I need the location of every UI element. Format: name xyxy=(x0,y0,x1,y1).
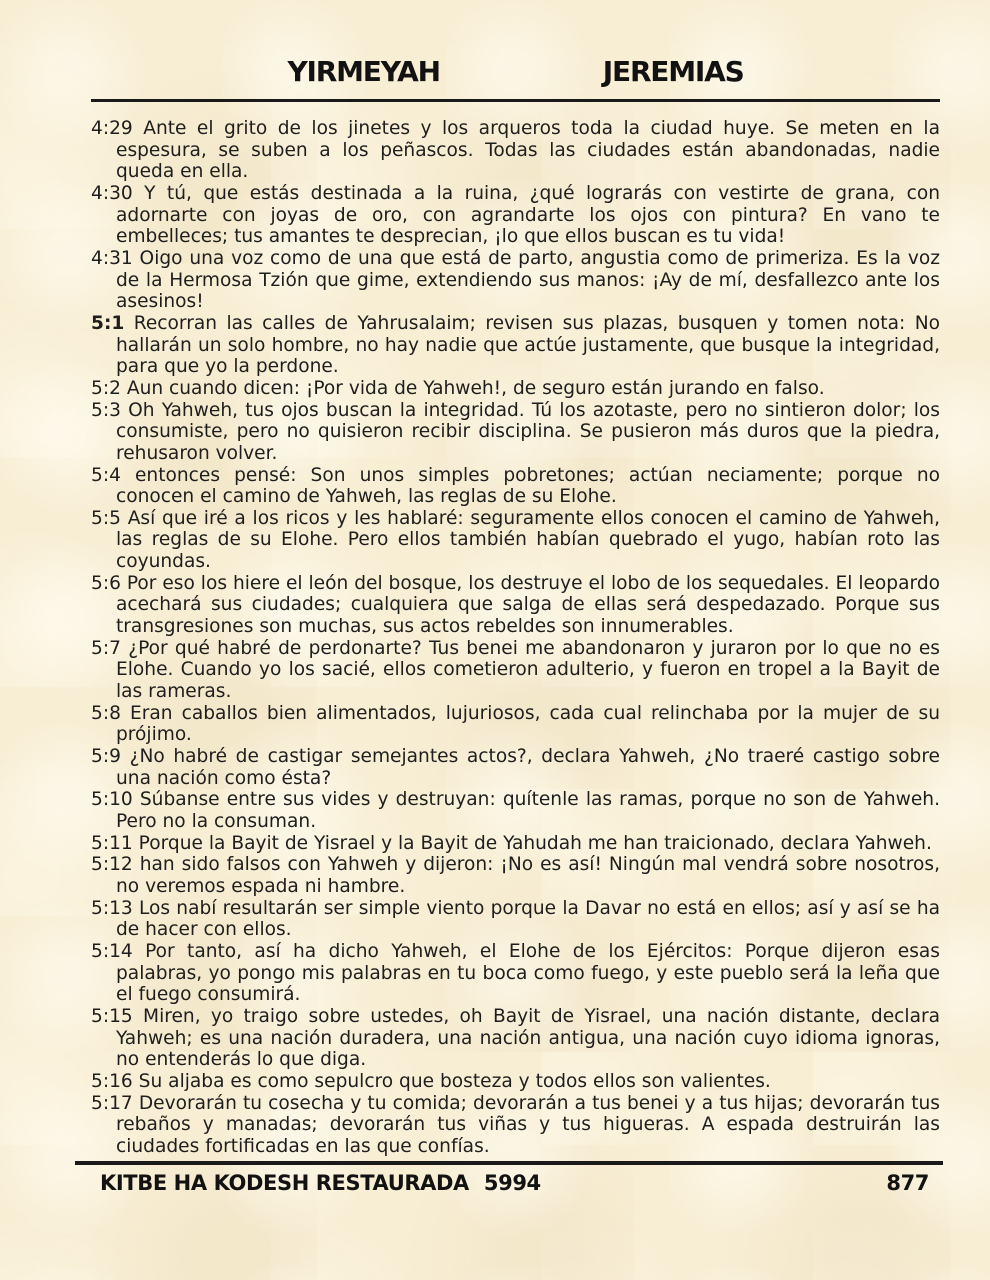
verse-paragraph xyxy=(91,118,940,183)
verse-paragraph xyxy=(91,789,940,832)
verse-text: Aun cuando dicen: ¡Por vida de Yahweh!, de seguro están jurando en falso. xyxy=(120,377,825,399)
verse-text: Devorarán tu cosecha y tu comida; devorarán a tus benei y a tus hijas; devorarán tus rebaños y manadas; devorarán tus viñas y tus higueras. A espada destruirán las ciudades fortificadas en las que confías. xyxy=(116,1092,940,1157)
verse-number: 4:31 xyxy=(91,247,133,269)
verse-text: Eran caballos bien alimentados, lujuriosos, cada cual relinchaba por la mujer de su prójimo. xyxy=(116,702,940,746)
verse-text: Oh Yahweh, tus ojos buscan la integridad. Tú los azotaste, pero no sintieron dolor; los consumiste, pero no quisieron recibir disciplina. Se pusieron más duros que la piedra, rehusaron volver. xyxy=(116,399,940,464)
verse-text: Ante el grito de los jinetes y los arqueros toda la ciudad huye. Se meten en la espesura, se suben a los peñascos. Todas las ciudades están abandonadas, nadie queda en ella. xyxy=(116,118,940,183)
verse-text: Miren, yo traigo sobre ustedes, oh Bayit de Yisrael, una nación distante, declara Yahweh; es una nación duradera, una nación antigua, una nación cuyo idioma ignoras, no entenderás lo que diga. xyxy=(116,1005,940,1071)
verse-text: Su aljaba es como sepulcro que bosteza y todos ellos son valientes. xyxy=(132,1070,771,1092)
verse-text: Súbanse entre sus vides y destruyan: quítenle las ramas, porque no son de Yahweh. Pero no la consuman. xyxy=(116,789,940,832)
verse-number: 5:4 xyxy=(91,464,121,486)
page-header xyxy=(91,55,940,88)
verse-paragraph xyxy=(91,941,940,1006)
header-title-spanish: JEREMIAS xyxy=(602,55,744,88)
verse-number: 5:9 xyxy=(91,746,121,768)
verse-paragraph xyxy=(91,854,940,897)
verse-number: 5:1 xyxy=(91,312,125,334)
verse-text: Y tú, que estás destinada a la ruina, ¿qué lograrás con vestirte de grana, con adornarte con joyas de oro, con agrandarte los ojos con pintura? En vano te embelleces; tus amantes te desprecian, ¡lo que ellos buscan es tu vida! xyxy=(116,182,940,248)
verse-paragraph xyxy=(91,313,940,378)
verse-paragraph xyxy=(91,833,940,855)
header-divider xyxy=(91,99,940,102)
verse-text: han sido falsos con Yahweh y dijeron: ¡No es así! Ningún mal vendrá sobre nosotros, no veremos espada ni hambre. xyxy=(116,854,940,897)
verse-number: 5:15 xyxy=(91,1005,133,1027)
verse-text: ¿Por qué habré de perdonarte? Tus benei me abandonaron y juraron por lo que no es Elohe. Cuando yo los sacié, ellos cometieron adulterio, y fueron en tropel a la Bayit de las rameras. xyxy=(116,637,940,703)
verse-paragraph xyxy=(91,1071,940,1093)
verse-number: 5:14 xyxy=(91,940,133,962)
verse-text: Oigo una voz como de una que está de parto, angustia como de primeriza. Es la voz de la Hermosa Tzión que gime, extendiendo sus manos: ¡Ay de mí, desfallezco ante los asesinos! xyxy=(116,247,940,313)
verse-text: Por tanto, así ha dicho Yahweh, el Elohe de los Ejércitos: Porque dijeron esas palabras, yo pongo mis palabras en tu boca como fuego, y este pueblo será la leña que el fuego consumirá. xyxy=(116,940,940,1006)
verse-text-block xyxy=(91,118,940,1160)
verse-text: Recorran las calles de Yahrusalaim; revisen sus plazas, busquen y tomen nota: No hallarán un solo hombre, no hay nadie que actúe justamente, que busque la integridad, para que yo la perdone. xyxy=(116,312,940,378)
verse-number: 5:13 xyxy=(91,897,133,919)
page-footer xyxy=(75,1171,943,1195)
header-title-hebrew: YIRMEYAH xyxy=(287,55,440,88)
verse-number: 5:2 xyxy=(91,377,121,399)
verse-number: 5:7 xyxy=(91,637,121,659)
verse-paragraph xyxy=(91,508,940,573)
verse-paragraph xyxy=(91,400,940,465)
verse-number: 5:10 xyxy=(91,789,133,811)
verse-paragraph xyxy=(91,638,940,703)
verse-number: 5:6 xyxy=(91,572,121,594)
verse-paragraph xyxy=(91,183,940,248)
footer-book-title: KITBE HA KODESH RESTAURADA 5994 xyxy=(100,1171,541,1195)
verse-paragraph xyxy=(91,248,940,313)
verse-number: 5:12 xyxy=(91,854,133,876)
verse-paragraph xyxy=(91,746,940,789)
verse-paragraph xyxy=(91,1093,940,1158)
verse-text: Por eso los hiere el león del bosque, los destruye el lobo de los sequedales. El leopardo acechará sus ciudades; cualquiera que salga de ellas será despedazado. Porque sus transgresiones son muchas, sus actos rebeldes son innumerables. xyxy=(116,572,940,638)
verse-paragraph xyxy=(91,465,940,508)
footer-page-number: 877 xyxy=(886,1171,929,1195)
footer-year: 5994 xyxy=(483,1171,541,1195)
verse-number: 5:8 xyxy=(91,702,121,724)
verse-paragraph xyxy=(91,703,940,746)
verse-text: ¿No habré de castigar semejantes actos?, declara Yahweh, ¿No traeré castigo sobre una nación como ésta? xyxy=(116,746,940,789)
verse-paragraph xyxy=(91,1006,940,1071)
verse-paragraph xyxy=(91,378,940,400)
verse-number: 5:17 xyxy=(91,1092,133,1114)
verse-text: Los nabí resultarán ser simple viento porque la Davar no está en ellos; así y así se ha de hacer con ellos. xyxy=(116,897,940,941)
verse-number: 4:30 xyxy=(91,182,133,204)
verse-number: 5:11 xyxy=(91,832,133,854)
verse-number: 5:16 xyxy=(91,1070,133,1092)
verse-text: Porque la Bayit de Yisrael y la Bayit de Yahudah me han traicionado, declara Yahweh. xyxy=(132,832,932,854)
footer-divider xyxy=(75,1161,943,1165)
verse-text: entonces pensé: Son unos simples pobretones; actúan neciamente; porque no conocen el camino de Yahweh, las reglas de su Elohe. xyxy=(116,464,940,508)
verse-number: 4:29 xyxy=(91,118,133,139)
verse-text: Así que iré a los ricos y les hablaré: seguramente ellos conocen el camino de Yahweh, las reglas de su Elohe. Pero ellos también habían quebrado el yugo, habían roto las coyundas. xyxy=(116,507,940,573)
verse-number: 5:3 xyxy=(91,399,121,421)
verse-paragraph xyxy=(91,573,940,638)
verse-number: 5:5 xyxy=(91,507,121,529)
verse-paragraph xyxy=(91,898,940,941)
